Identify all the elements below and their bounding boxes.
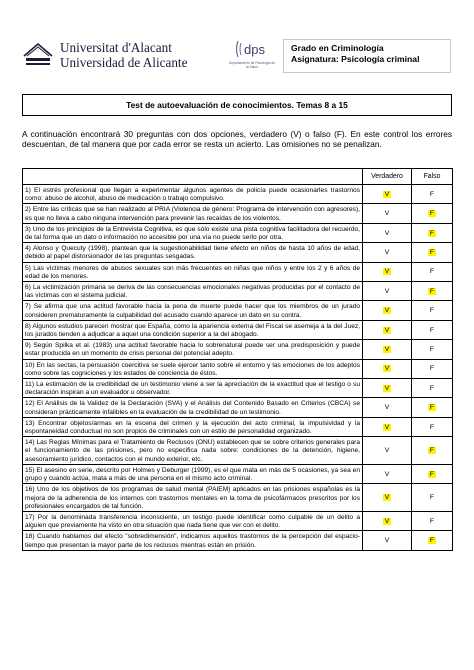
true-option: V [384, 229, 390, 237]
false-option: F [429, 287, 435, 295]
answer-true-cell[interactable] [363, 379, 412, 398]
true-option: V [384, 470, 390, 478]
answer-false-cell[interactable] [412, 417, 453, 436]
answer-false-cell[interactable] [412, 223, 453, 242]
true-option: V [384, 365, 390, 373]
answer-true-cell[interactable] [363, 204, 412, 223]
table-row [23, 185, 453, 204]
table-row [23, 379, 453, 398]
answer-false-cell[interactable] [412, 531, 453, 550]
answer-false-cell[interactable] [412, 379, 453, 398]
question-text: 5) Las víctimas menores de abusos sexuales son más frecuentes en niñas que niños y entre los 2 y 6 años de edad de los menores. [23, 262, 363, 281]
answer-true-cell[interactable] [363, 185, 412, 204]
question-text: 4) Alonso y Quecuty (1998), plantean que la sugestionabilidad tiene efecto en niños de hasta 10 años de edad, debido al papel distorsionador de las preguntas sesgadas. [23, 243, 363, 262]
question-text: 17) Por la denominada transferencia inconsciente, un testigo puede identificar como culpable de un delito a alguien que previamente ha visto en otra situación que nada tiene que ver con el delito. [23, 511, 363, 530]
question-text: 11) La estimación de la credibilidad de un testimonio viene a ser la apreciación de la exactitud que el testigo o su declaración inspiran a un evaluador u observador. [23, 379, 363, 398]
question-text: 7) Se afirma que una actitud favorable hacia la pena de muerte puede hacer que los miembros de un jurado consideren prematuramente la culpabilidad del acusado cuando aparece un dato en su contra. [23, 301, 363, 320]
answer-false-cell[interactable] [412, 320, 453, 339]
false-option: F [429, 229, 435, 237]
answer-true-cell[interactable] [363, 437, 412, 465]
answer-false-cell[interactable] [412, 340, 453, 359]
answer-true-cell[interactable] [363, 531, 412, 550]
table-row [23, 243, 453, 262]
answer-false-cell[interactable] [412, 301, 453, 320]
question-text: 8) Algunos estudios parecen mostrar que España, como la apariencia externa del Fiscal se asemeja a la del Juez, los jurados tienden a adjudicar a aquel una condición superior a la del abogado. [23, 320, 363, 339]
degree-label: Grado en Criminología [291, 43, 384, 53]
table-row [23, 262, 453, 281]
false-option: F [429, 404, 435, 412]
true-option: V [384, 248, 390, 256]
question-text: 13) Encontrar objetos/armas en la escena del crimen y la ejecución del acto criminal, la impulsividad y la espontaneidad conductual no son propios de criminales con un estilo de personalidad organizado. [23, 417, 363, 436]
answer-false-cell[interactable] [412, 282, 453, 301]
university-name-spanish: Universidad de Alicante [60, 55, 188, 70]
table-row [23, 204, 453, 223]
question-column-header [23, 169, 363, 185]
false-option: F [429, 517, 435, 525]
answer-false-cell[interactable] [412, 243, 453, 262]
questions-body [23, 185, 453, 551]
true-option: V [384, 190, 390, 198]
answer-true-cell[interactable] [363, 417, 412, 436]
true-option: V [384, 537, 390, 545]
true-option: V [384, 345, 390, 353]
true-option: V [384, 423, 390, 431]
answer-false-cell[interactable] [412, 437, 453, 465]
false-option: F [429, 345, 435, 353]
false-option: F [429, 470, 435, 478]
answer-true-cell[interactable] [363, 484, 412, 512]
answer-true-cell[interactable] [363, 282, 412, 301]
answer-false-cell[interactable] [412, 262, 453, 281]
false-option: F [429, 494, 435, 502]
true-option: V [384, 307, 390, 315]
table-row [23, 223, 453, 242]
question-text: 12) El Análisis de la Validez de la Declaración (SVA) y el Análisis del Contenido Basado en Criterios (CBCA) se consideran prácticamente infalibles en la evaluación de la credibilidad de un testimonio. [23, 398, 363, 417]
false-option: F [429, 190, 435, 198]
true-option: V [384, 210, 390, 218]
answer-false-cell[interactable] [412, 464, 453, 483]
question-text: 2) Entre las críticas que se han realizado al PRIA (Violencia de género: Programa de intervención con agresores), es que no lleva a cabo ninguna intervención para prevenir las recaídas de los violentos. [23, 204, 363, 223]
department-logo-text: dps [244, 42, 265, 57]
true-option: V [384, 287, 390, 295]
true-column-header: Verdadero [363, 169, 412, 185]
false-option: F [429, 537, 435, 545]
answer-true-cell[interactable] [363, 223, 412, 242]
answer-false-cell[interactable] [412, 204, 453, 223]
false-option: F [429, 384, 435, 392]
table-header-row [23, 169, 453, 185]
question-text: 1) El estrés profesional que llegan a experimentar algunos agentes de policía puede ocasionarles trastornos como: abuso de alcohol, abuso de medicación o trabajo compulsivo. [23, 185, 363, 204]
false-column-header: Falso [412, 169, 453, 185]
false-option: F [429, 326, 435, 334]
questions-table [22, 168, 453, 551]
question-text: 16) Uno de los objetivos de los programas de salud mental (PAIEM) aplicados en las prisiones españolas es la mejora de la adherencia de los internos con trastornos mentales en la toma de psicofármacos prescritos por los profesionales encargados de tal función. [23, 484, 363, 512]
false-option: F [429, 248, 435, 256]
university-name-valencian: Universitat d'Alacant [60, 40, 172, 55]
true-option: V [384, 517, 390, 525]
university-logo [22, 38, 222, 74]
question-text: 14) Las Reglas Mínimas para el Tratamiento de Reclusos (ONU) establecen que se sobre criterios generales para el funcionamiento de las prisiones, pero no especifica nada sobre: condiciones de la detención, higiene, asesoramiento jurídico, contactos con el mundo exterior, etc. [23, 437, 363, 465]
true-option: V [384, 404, 390, 412]
false-option: F [429, 447, 435, 455]
table-row [23, 301, 453, 320]
table-row [23, 511, 453, 530]
question-text: 18) Cuando hablamos del efecto "sobredimensión", indicamos aquellos trastornos de la percepción del espacio-tiempo que presentan la mayor parte de los reclusos mientras están en prisión. [23, 531, 363, 550]
table-row [23, 437, 453, 465]
question-text: 15) El asesino en serie, descrito por Holmes y Deburger (1999), es el que mata en más de 5 ocasiones, ya sea en grupo y cuando actúa, mata a más de una persona en el mismo acto criminal. [23, 464, 363, 483]
true-option: V [384, 268, 390, 276]
answer-true-cell[interactable] [363, 340, 412, 359]
question-text: 6) La victimización primaria se deriva de las consecuencias emocionales negativas producidas por el contacto de las víctimas con el sistema judicial. [23, 282, 363, 301]
university-emblem-icon [22, 40, 54, 70]
subject-label: Asignatura: Psicología criminal [291, 54, 420, 64]
question-text: 9) Según Spilka et al. (1983) una actitud favorable hacia lo sobrenatural puede ser una predisposición y puede estar producida en un momento de crisis personal del potencial adepto. [23, 340, 363, 359]
true-option: V [384, 384, 390, 392]
false-option: F [429, 365, 435, 373]
table-row [23, 320, 453, 339]
department-logo-caption: Departamento de Psicología de la Salud [228, 61, 276, 69]
answer-true-cell[interactable] [363, 359, 412, 378]
table-row [23, 340, 453, 359]
false-option: F [429, 210, 435, 218]
table-row [23, 282, 453, 301]
answer-false-cell[interactable] [412, 398, 453, 417]
instructions-paragraph: A continuación encontrará 30 preguntas con dos opciones, verdadero (V) o falso (F). En este control los errores descuentan, de tal manera que por cada error se resta un acierto. Las omisiones no se penalizan. [22, 129, 452, 150]
department-logo [228, 38, 276, 74]
table-row [23, 417, 453, 436]
department-logo-icon [234, 38, 268, 60]
answer-false-cell[interactable] [412, 484, 453, 512]
answer-false-cell[interactable] [412, 511, 453, 530]
answer-false-cell[interactable] [412, 359, 453, 378]
answer-true-cell[interactable] [363, 511, 412, 530]
question-text: 10) En las sectas, la persuasión coercitiva se suele ejercer tanto sobre el entorno y las emociones de los adeptos como sobre las cogniciones y los estados de conciencia de éstos. [23, 359, 363, 378]
answer-true-cell[interactable] [363, 464, 412, 483]
answer-true-cell[interactable] [363, 398, 412, 417]
answer-true-cell[interactable] [363, 262, 412, 281]
table-row [23, 531, 453, 550]
test-title: Test de autoevaluación de conocimientos. Temas 8 a 15 [22, 94, 452, 116]
true-option: V [384, 494, 390, 502]
question-text: 3) Uno de los principios de la Entrevista Cognitiva, es que sólo existe una pista cognitiva facilitadora del recuerdo, de tal forma que un dato o información no accesible por una vía no puede serlo por otra. [23, 223, 363, 242]
false-option: F [429, 307, 435, 315]
true-option: V [384, 447, 390, 455]
course-header-box [283, 39, 451, 73]
answer-true-cell[interactable] [363, 243, 412, 262]
answer-true-cell[interactable] [363, 320, 412, 339]
table-row [23, 484, 453, 512]
false-option: F [429, 268, 435, 276]
table-row [23, 398, 453, 417]
false-option: F [429, 423, 435, 431]
table-row [23, 359, 453, 378]
answer-false-cell[interactable] [412, 185, 453, 204]
true-option: V [384, 326, 390, 334]
answer-true-cell[interactable] [363, 301, 412, 320]
table-row [23, 464, 453, 483]
